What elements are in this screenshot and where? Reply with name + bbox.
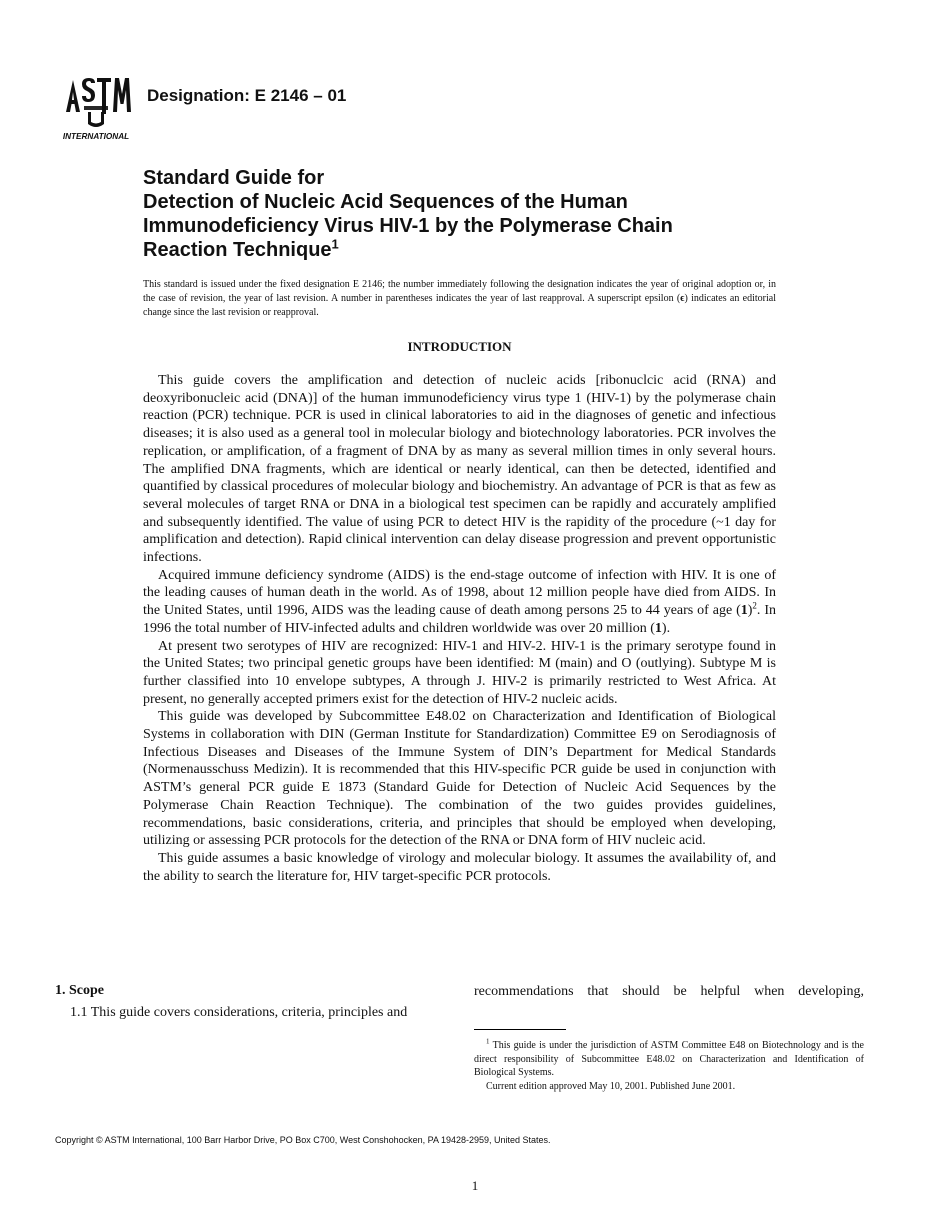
intro-paragraph-3: At present two serotypes of HIV are recognized: HIV-1 and HIV-2. HIV-1 is the primary serotype found in the United States; two principal genetic groups have been identified: M (main) and O (outlying). Subtype M is further classified into 10 envelope subtypes, A through J. HIV-2 is primarily restricted to West Africa. At present, no generally accepted primers exist for the detection of HIV-2 nucleic acids. [143, 638, 776, 707]
intro-paragraph-5: This guide assumes a basic knowledge of virology and molecular biology. It assumes the availability of, and the ability to search the literature for, HIV target-specific PCR protocols. [143, 850, 776, 884]
logo-caption: INTERNATIONAL [62, 132, 130, 141]
title-line-4 [143, 238, 863, 262]
issuance-note [143, 278, 776, 320]
copyright-notice: Copyright © ASTM International, 100 Barr Harbor Drive, PO Box C700, West Conshohocken, PA 19428-2959, United States. [55, 1135, 551, 1145]
introduction-heading: INTRODUCTION [407, 339, 512, 354]
issuance-text-2: ) indicates an editorial change since the last revision or reapproval. [143, 293, 776, 318]
epsilon-symbol: ϵ [680, 293, 685, 304]
title-line-3: Immunodeficiency Virus HIV-1 by the Polymerase Chain [143, 215, 673, 237]
reference-link-1b[interactable]: 1 [654, 620, 662, 636]
title-footnote-marker[interactable]: 1 [331, 236, 339, 252]
page-number: 1 [471, 1178, 479, 1193]
scope-continuation: recommendations that should be helpful when developing, [474, 984, 864, 999]
intro-p2-paren: ) [747, 603, 753, 619]
footnote-marker-2[interactable]: 2 [752, 600, 757, 611]
introduction-body [143, 372, 776, 885]
intro-paragraph-1: This guide covers the amplification and detection of nucleic acids [ribonuclcic acid (RNA) and deoxyribonucleic acid (DNA)] of the human immunodeficiency virus type 1 (HIV-1) by the polymerase chain reaction (PCR) technique. PCR is used in clinical laboratories to aid in the diagnoses of genetic and infectious diseases; it is also used as a general tool in molecular biology and biotechnology laboratories. PCR involves the replication, or amplification, of a fragment of DNA by as many as several million times in only several hours. The amplified DNA fragments, which are identical or nearly identical, can then be detected, identified and quantified by classical procedures of molecular biology and biochemistry. An advantage of PCR is that as few as several molecules of target RNA or DNA in a biological test specimen can be rapidly and accurately amplified and subsequently identified. The value of using PCR to detect HIV is the rapidity of the procedure (~1 day for amplification and detection). Rapid clinical intervention can delay disease progression and prevent opportunistic infections. [143, 373, 776, 566]
title-line-4-text: Reaction Technique [143, 239, 332, 261]
intro-paragraph-4: This guide was developed by Subcommittee E48.02 on Characterization and Identification of Biological Systems in collaboration with DIN (German Institute for Standardization) Committee E9 on Serodiagnosis of Infectious Diseases and Diseases of the Immune System of DIN’s Department for Medical Standards (Normenausschuss Medizin). It is recommended that this HIV-specific PCR guide be used in conjunction with ASTM’s general PCR guide E 1873 (Standard Guide for Detection of Nucleic Acid Sequences by the Polymerase Chain Reaction Technique). The combination of the two guides provides guidelines, recommendations, basic considerations, criteria, and principles that should be employed when developing, utilizing or assessing PCR protocols for the detection of the RNA or DNA form of HIV nucleic acid. [143, 709, 776, 849]
title-line-1: Standard Guide for [143, 167, 325, 189]
footnote-1-marker: 1 [486, 1037, 490, 1046]
document-title [143, 166, 863, 262]
intro-paragraph-2 [143, 567, 776, 638]
intro-p2-text-2: . In 1996 the total number of HIV-infected adults and children worldwide was over 20 million ( [143, 603, 777, 636]
issuance-text-1: This standard is issued under the fixed designation E 2146; the number immediately following the designation indicates the year of original adoption or, in the case of revision, the year of last revision. A number in parentheses indicates the year of last reapproval. A superscript epsilon ( [143, 279, 776, 304]
intro-p2-text-3: ). [661, 620, 671, 636]
reference-link-1[interactable]: 1 [740, 603, 748, 619]
astm-international-logo [58, 70, 134, 142]
designation: Designation: E 2146 – 01 [147, 86, 347, 105]
footnotes [474, 1039, 864, 1093]
scope-heading: 1. Scope [55, 983, 104, 998]
scope-item-1-1: 1.1 This guide covers considerations, criteria, principles and [70, 1005, 408, 1020]
footnote-divider [474, 1029, 566, 1030]
intro-p2-text-1: Acquired immune deficiency syndrome (AIDS) is the end-stage outcome of infection with HIV. It is one of the leading causes of human death in the world. As of 1998, about 12 million people have died from AIDS. In the United States, until 1996, AIDS was the leading cause of death among persons 25 to 44 years of age ( [143, 567, 776, 619]
title-line-2: Detection of Nucleic Acid Sequences of the Human [143, 191, 628, 213]
footnote-1-text: This guide is under the jurisdiction of ASTM Committee E48 on Biotechnology and is the direct responsibility of Subcommittee E48.02 on Characterization and Identification of Biological Systems. [474, 1040, 864, 1078]
footnote-1 [474, 1039, 864, 1080]
edition-note: Current edition approved May 10, 2001. Published June 2001. [486, 1080, 736, 1092]
